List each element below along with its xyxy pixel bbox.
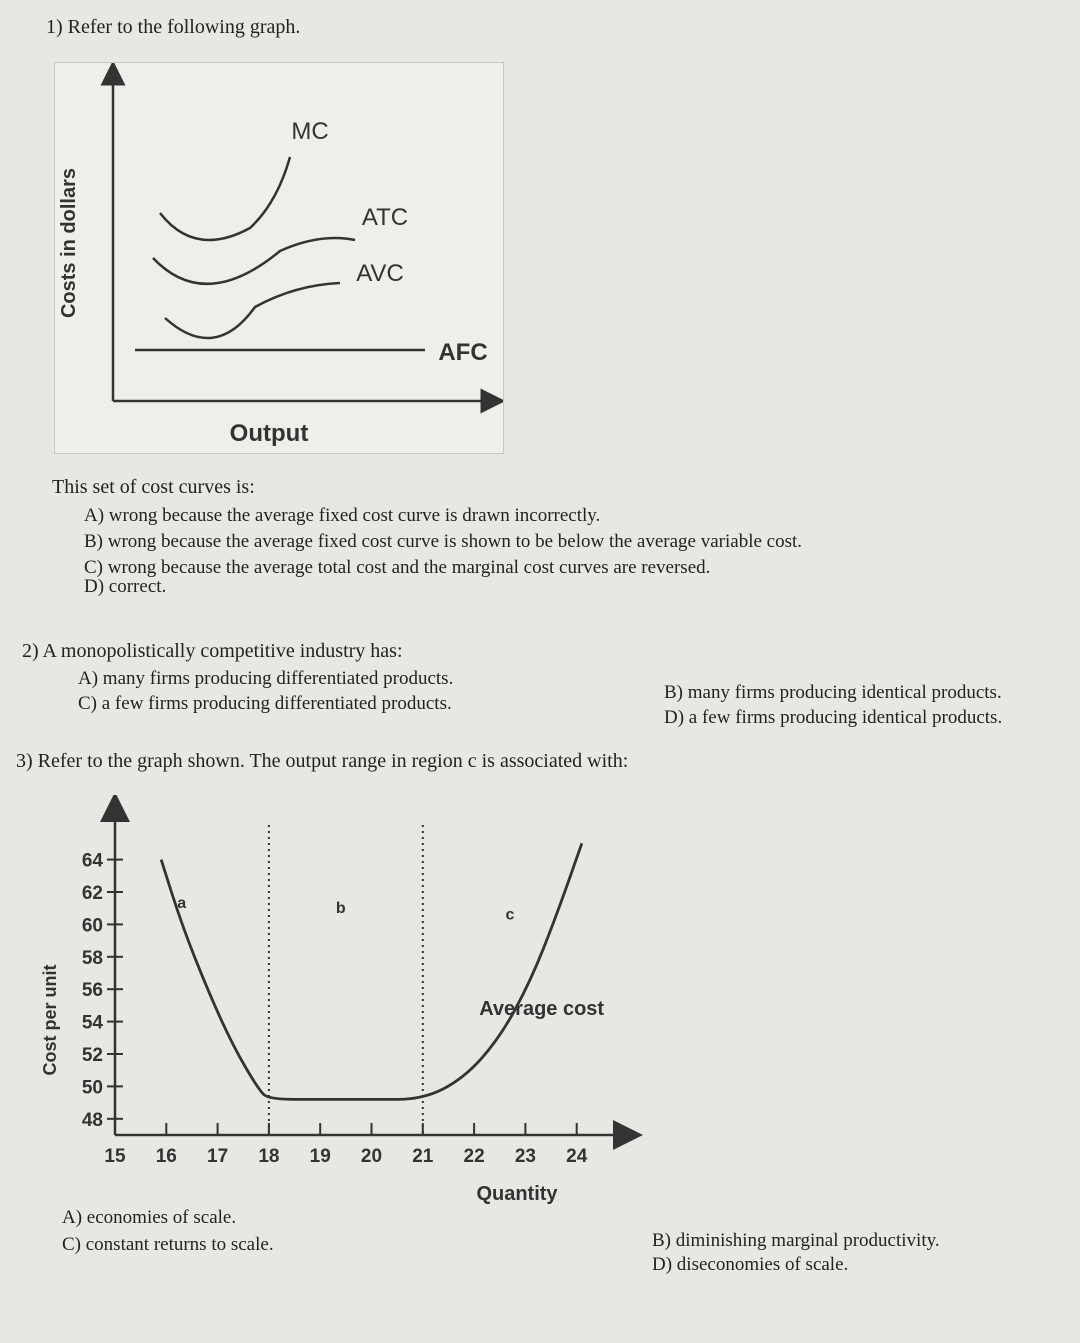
q1-prompt: 1) Refer to the following graph. — [46, 16, 301, 38]
x-tick-label: 15 — [104, 1146, 126, 1167]
q3-prompt: 3) Refer to the graph shown. The output range in region c is associated with: — [16, 750, 629, 772]
mc-curve — [160, 157, 290, 240]
x-tick-label: 22 — [463, 1146, 485, 1167]
average-cost-curve — [161, 843, 582, 1099]
x-tick-label: 20 — [360, 1146, 383, 1167]
afc-label: AFC — [438, 339, 488, 366]
region-label-c: c — [505, 906, 515, 924]
q3-option-a[interactable]: A) economies of scale. — [62, 1207, 237, 1228]
q2-option-c[interactable]: C) a few firms producing differentiated products. — [78, 693, 452, 714]
x-tick-label: 17 — [207, 1146, 229, 1167]
q1-option-c[interactable]: C) wrong because the average total cost and the marginal cost curves are reversed. — [84, 557, 711, 578]
avc-curve — [165, 283, 340, 338]
x-tick-label: 21 — [412, 1146, 434, 1167]
q3-option-b[interactable]: B) diminishing marginal productivity. — [652, 1230, 940, 1251]
q3-xlabel: Quantity — [476, 1183, 558, 1205]
region-label-b: b — [335, 900, 346, 918]
q3-ylabel: Cost per unit — [40, 964, 60, 1076]
q3-average-cost-chart — [30, 795, 730, 1215]
x-tick-label: 24 — [566, 1146, 588, 1167]
y-tick-label: 62 — [81, 883, 103, 904]
y-tick-label: 54 — [81, 1012, 103, 1034]
q1-option-a[interactable]: A) wrong because the average fixed cost curve is drawn incorrectly. — [84, 505, 601, 526]
y-tick-label: 52 — [81, 1045, 103, 1066]
q2-prompt: 2) A monopolistically competitive industry has: — [22, 640, 403, 662]
q1-graph-svg — [55, 63, 503, 453]
avc-label: AVC — [356, 260, 404, 287]
average-cost-label: Average cost — [479, 998, 605, 1021]
atc-label: ATC — [361, 204, 409, 231]
q2-option-b[interactable]: B) many firms producing identical products. — [664, 682, 1002, 703]
mc-label: MC — [291, 118, 329, 145]
q1-xlabel: Output — [229, 420, 309, 447]
q1-option-d[interactable]: D) correct. — [84, 576, 167, 597]
y-tick-label: 48 — [81, 1109, 103, 1131]
x-tick-label: 23 — [514, 1146, 536, 1167]
q2-option-d[interactable]: D) a few firms producing identical products. — [664, 707, 1003, 728]
region-label-a: a — [177, 895, 187, 913]
q1-stem: This set of cost curves is: — [52, 476, 255, 498]
q1-cost-curves-graph — [54, 62, 504, 454]
atc-curve — [153, 238, 355, 284]
x-tick-label: 16 — [155, 1146, 177, 1167]
y-tick-label: 64 — [81, 850, 103, 872]
q1-option-b[interactable]: B) wrong because the average fixed cost curve is shown to be below the average variable cost. — [84, 531, 803, 552]
y-tick-label: 50 — [81, 1077, 103, 1099]
y-tick-label: 58 — [81, 947, 103, 969]
y-tick-label: 56 — [81, 980, 103, 1002]
q3-option-d[interactable]: D) diseconomies of scale. — [652, 1254, 849, 1275]
x-tick-label: 19 — [309, 1146, 331, 1167]
q3-option-c[interactable]: C) constant returns to scale. — [62, 1234, 274, 1255]
q1-ylabel: Costs in dollars — [58, 167, 80, 319]
q2-option-a[interactable]: A) many firms producing differentiated products. — [78, 668, 454, 689]
x-tick-label: 18 — [258, 1146, 280, 1167]
y-tick-label: 60 — [81, 915, 103, 937]
